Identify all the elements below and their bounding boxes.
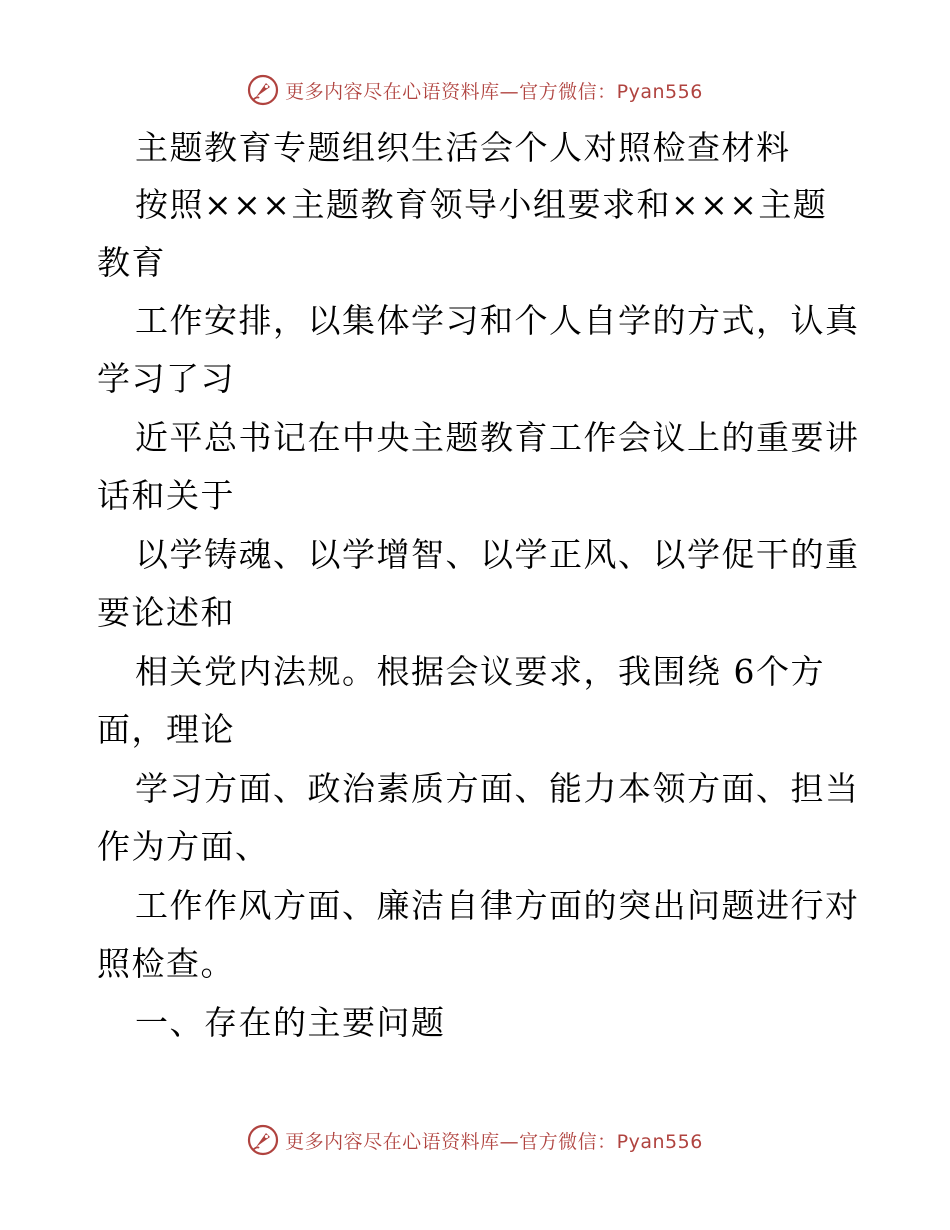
text-line: 作为方面、 — [97, 827, 270, 866]
text-line: 近平总书记在中央主题教育工作会议上的重要讲 — [135, 418, 860, 457]
text-line: 教育 — [97, 243, 166, 282]
pen-nib-logo-icon — [247, 1124, 279, 1156]
text-line: 工作作风方面、廉洁自律方面的突出问题进行对 — [135, 886, 860, 925]
section-heading: 一、存在的主要问题 — [135, 1003, 446, 1042]
text-line: 要论述和 — [97, 593, 235, 632]
text-line: 按照×××主题教育领导小组要求和×××主题 — [135, 185, 828, 224]
banner-text: 更多内容尽在心语资料库—官方微信：Pyan556 — [285, 1130, 703, 1153]
header-banner — [0, 70, 950, 110]
text-line: 话和关于 — [97, 476, 235, 515]
document-title: 主题教育专题组织生活会个人对照检查材料 — [135, 128, 791, 167]
footer-banner — [0, 1120, 950, 1160]
text-line: 以学铸魂、以学增智、以学正风、以学促干的重 — [135, 535, 860, 574]
text-line: 照检查。 — [97, 944, 235, 983]
pen-nib-logo-icon — [247, 74, 279, 106]
text-line: 学习了习 — [97, 359, 235, 398]
banner-text: 更多内容尽在心语资料库—官方微信：Pyan556 — [285, 80, 703, 103]
text-line: 学习方面、政治素质方面、能力本领方面、担当 — [135, 769, 860, 808]
text-line: 工作安排，以集体学习和个人自学的方式，认真 — [135, 301, 860, 340]
text-line: 面，理论 — [97, 710, 235, 749]
text-line: 相关党内法规。根据会议要求，我围绕 6个方 — [135, 652, 825, 691]
